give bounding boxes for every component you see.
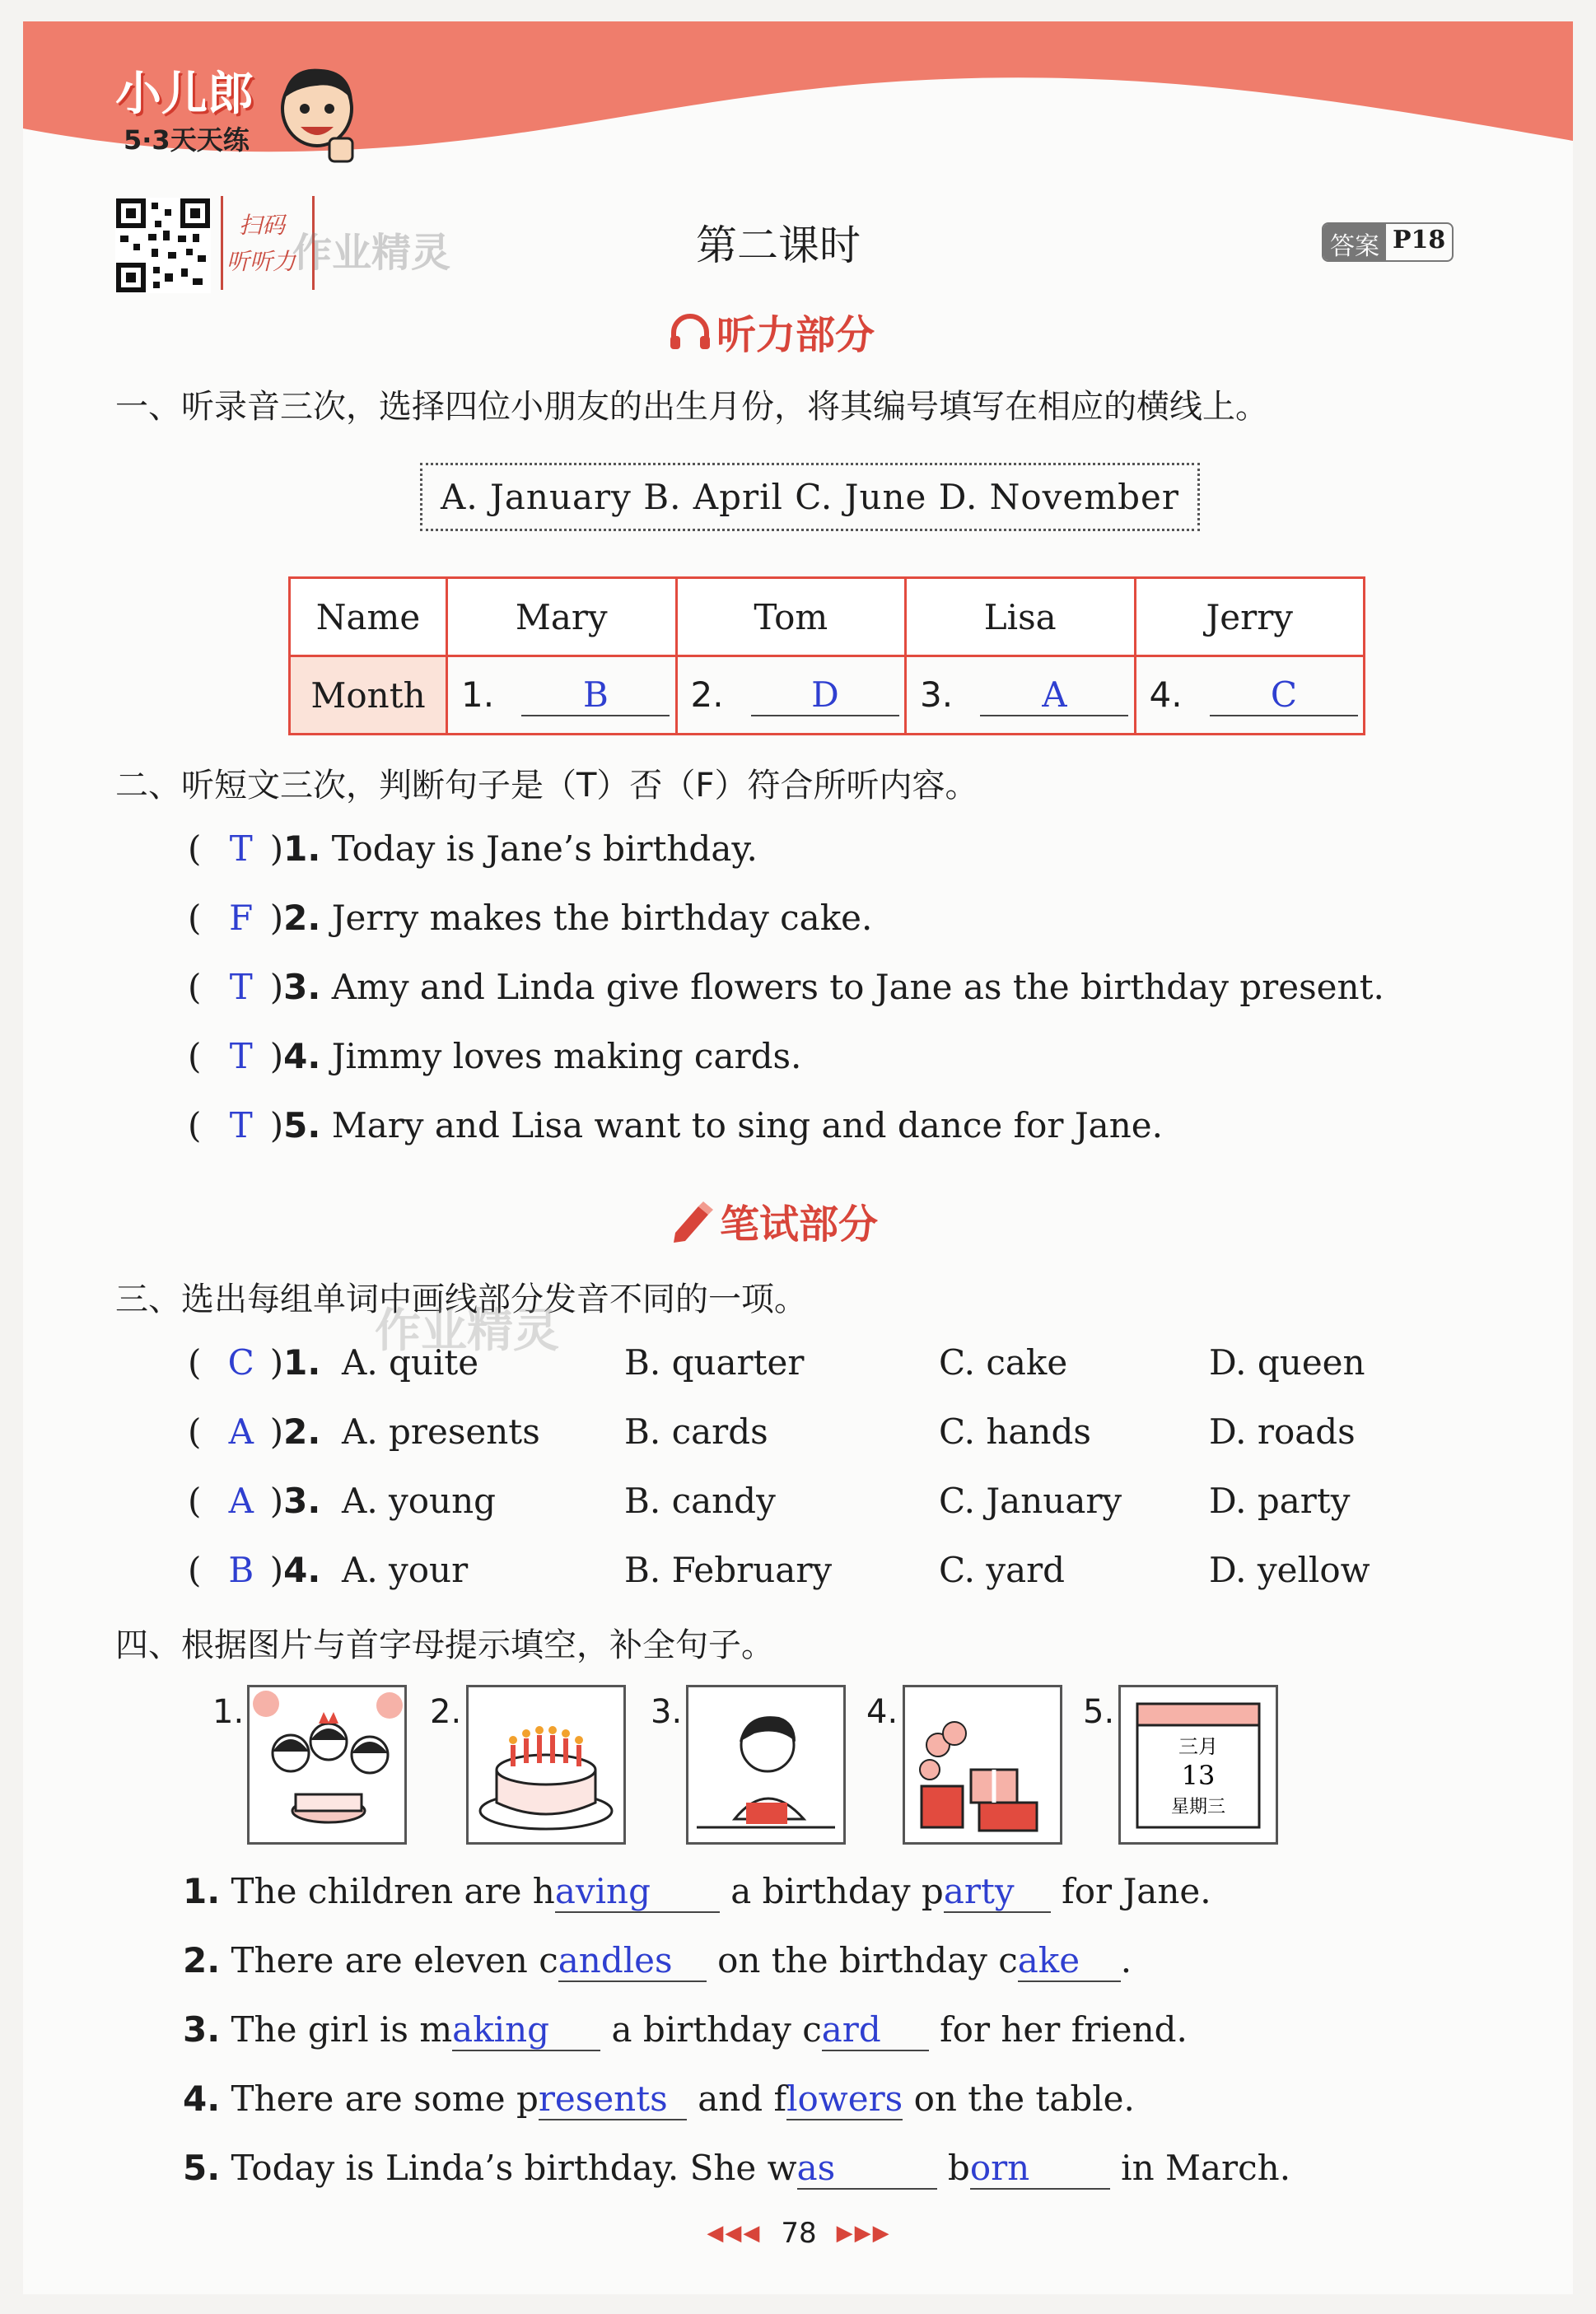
qr-scan-label: 扫码: [239, 212, 286, 239]
headphones-icon: [669, 313, 712, 351]
sentence-part: The children are h: [231, 1871, 555, 1911]
month-answer[interactable]: B: [521, 674, 670, 716]
sentence-part: for Jane.: [1050, 1871, 1211, 1911]
tf-text: Today is Jane’s birthday.: [331, 828, 758, 869]
watermark-top: 作业精灵: [292, 230, 451, 276]
pencil-icon: [669, 1200, 715, 1243]
answer-ref-badge: [1322, 222, 1454, 262]
sentence-num: 4.: [183, 2078, 221, 2119]
picture-num: 1.: [212, 1693, 245, 1731]
phonics-answer[interactable]: A: [228, 1411, 254, 1452]
tf-num: 1.: [283, 828, 321, 869]
name-cell: Mary: [447, 578, 677, 656]
tf-item: ( T )3. Amy and Linda give flowers to Jane as the birthday present.: [188, 967, 1384, 1007]
mascot-icon: [272, 58, 362, 165]
tf-item: ( T )5. Mary and Lisa want to sing and dance for Jane.: [188, 1105, 1163, 1145]
month-cell[interactable]: [906, 656, 1136, 735]
sentence-part: a birthday c: [600, 2009, 822, 2050]
fill-answer[interactable]: andles: [558, 1940, 707, 1982]
tf-text: Mary and Lisa want to sing and dance for Jane.: [331, 1105, 1163, 1145]
phonics-item: ( A )2. A. presents B. cards C. hands D. roads: [188, 1411, 1356, 1452]
calendar-day: 13: [1181, 1760, 1216, 1791]
name-cell: Lisa: [906, 578, 1136, 656]
tf-answer[interactable]: T: [229, 828, 253, 869]
phonics-num: 1.: [283, 1342, 321, 1383]
tf-num: 5.: [283, 1105, 321, 1145]
picture-num: 5.: [1083, 1693, 1115, 1731]
birth-month-table: [288, 576, 1365, 735]
written-heading: [669, 1192, 878, 1249]
month-num: 4.: [1149, 674, 1183, 715]
sentence-part: on the table.: [903, 2078, 1135, 2119]
month-cell[interactable]: [676, 656, 906, 735]
section1-title: 一、听录音三次，选择四位小朋友的出生月份，将其编号填写在相应的横线上。: [115, 388, 1268, 426]
sentence-part: There are eleven c: [231, 1940, 558, 1980]
fill-answer[interactable]: ard: [822, 2009, 929, 2051]
tf-text: Jerry makes the birthday cake.: [331, 898, 873, 938]
sentence-num: 1.: [183, 1871, 221, 1911]
next-arrows-icon: ▶▶▶: [836, 2221, 891, 2246]
option-b: B. cards: [624, 1411, 768, 1452]
picture-num: 4.: [866, 1693, 898, 1731]
month-answer[interactable]: D: [751, 674, 899, 716]
tf-num: 2.: [283, 898, 321, 938]
lesson-title: 第二课时: [696, 222, 861, 269]
tf-num: 3.: [283, 967, 321, 1007]
calendar-month: 三月: [1178, 1735, 1218, 1758]
option-a: A. your: [342, 1550, 469, 1590]
option-b: B. February: [624, 1550, 833, 1590]
picture-num: 3.: [651, 1693, 683, 1731]
table-row: [290, 578, 1365, 656]
tf-num: 4.: [283, 1036, 321, 1076]
fill-sentence: [183, 1940, 1132, 1982]
fill-sentence: [183, 2078, 1135, 2120]
option-c: C. cake: [939, 1342, 1068, 1383]
header-banner: [23, 21, 1573, 178]
written-heading-text: 笔试部分: [720, 1201, 879, 1248]
month-num: 2.: [690, 674, 724, 715]
answer-ref-label: 答案: [1323, 224, 1386, 260]
page-number: 78: [781, 2217, 817, 2250]
calendar-weekday: 星期三: [1170, 1797, 1226, 1817]
section1-options: A. January B. April C. June D. November: [420, 463, 1200, 531]
sentence-part: and f: [686, 2078, 787, 2119]
sentence-part: on the birthday c: [706, 1940, 1018, 1980]
month-cell[interactable]: [447, 656, 677, 735]
fill-sentence: [183, 2009, 1188, 2051]
fill-sentence: [183, 2148, 1290, 2190]
month-num: 1.: [461, 674, 495, 715]
phonics-item: ( A )3. A. young B. candy C. January D. party: [188, 1481, 1351, 1521]
sentence-part: Today is Linda’s birthday. She w: [231, 2148, 797, 2188]
qr-code-icon[interactable]: [115, 198, 211, 293]
phonics-num: 3.: [283, 1481, 321, 1521]
phonics-answer[interactable]: A: [228, 1481, 254, 1521]
phonics-num: 2.: [283, 1411, 321, 1452]
month-cell[interactable]: [1135, 656, 1365, 735]
tf-answer[interactable]: T: [229, 1036, 253, 1076]
answer-ref-page: P18: [1393, 226, 1446, 254]
fill-answer[interactable]: arty: [944, 1871, 1051, 1913]
name-cell: Tom: [676, 578, 906, 656]
phonics-answer[interactable]: C: [227, 1342, 254, 1383]
tf-item: ( F )2. Jerry makes the birthday cake.: [188, 898, 873, 938]
fill-sentence: [183, 1871, 1211, 1913]
month-answer[interactable]: C: [1210, 674, 1358, 716]
fill-answer[interactable]: as: [797, 2148, 937, 2190]
tf-item: ( T )1. Today is Jane’s birthday.: [188, 828, 758, 869]
section2-title: 二、听短文三次，判断句子是（T）否（F）符合所听内容。: [115, 767, 978, 805]
fill-answer[interactable]: resents: [539, 2078, 687, 2120]
sentence-part: for her friend.: [928, 2009, 1188, 2050]
table-row: [290, 656, 1365, 735]
sentence-part: a birthday p: [719, 1871, 944, 1911]
sentence-part: in March.: [1109, 2148, 1291, 2188]
phonics-num: 4.: [283, 1550, 321, 1590]
sentence-part: There are some p: [231, 2078, 539, 2119]
option-d: D. yellow: [1209, 1550, 1370, 1590]
tf-item: ( T )4. Jimmy loves making cards.: [188, 1036, 802, 1076]
watermark-mid: 作业精灵: [375, 1304, 559, 1358]
option-c: C. hands: [939, 1411, 1091, 1452]
sentence-num: 3.: [183, 2009, 221, 2050]
sentence-part: The girl is m: [231, 2009, 453, 2050]
option-a: A. quite: [342, 1342, 479, 1383]
party-picture: [247, 1685, 407, 1845]
phonics-item: ( C )1. A. quite B. quarter C. cake D. queen: [188, 1342, 1365, 1383]
option-c: C. January: [939, 1481, 1122, 1521]
phonics-answer[interactable]: B: [228, 1550, 254, 1590]
brand-series: 5·3天天练: [124, 124, 250, 156]
qr-listen-label: 听听力: [226, 248, 296, 275]
sentence-part: .: [1120, 1940, 1132, 1980]
page-footer: [651, 2217, 947, 2250]
presents-picture: [903, 1685, 1062, 1845]
cake-picture: [466, 1685, 626, 1845]
section3-title: 三、选出每组单词中画线部分发音不同的一项。: [115, 1281, 807, 1318]
listening-heading-text: 听力部分: [716, 312, 875, 358]
fill-answer[interactable]: lowers: [786, 2078, 903, 2119]
name-header: Name: [290, 578, 447, 656]
option-a: A. presents: [342, 1411, 540, 1452]
fill-answer[interactable]: ake: [1018, 1940, 1121, 1982]
option-d: D. queen: [1209, 1342, 1365, 1383]
girl-card-picture: [686, 1685, 846, 1845]
prev-arrows-icon: ◀◀◀: [707, 2221, 762, 2246]
calendar-picture: [1118, 1685, 1278, 1845]
phonics-item: ( B )4. A. your B. February C. yard D. yellow: [188, 1550, 1370, 1590]
tf-answer[interactable]: T: [229, 967, 253, 1007]
month-answer[interactable]: A: [980, 674, 1128, 716]
option-b: B. candy: [624, 1481, 776, 1521]
tf-text: Amy and Linda give flowers to Jane as the birthday present.: [331, 967, 1384, 1007]
option-a: A. young: [342, 1481, 497, 1521]
tf-answer[interactable]: T: [229, 1105, 253, 1145]
tf-text: Jimmy loves making cards.: [331, 1036, 802, 1076]
fill-answer[interactable]: aking: [452, 2009, 600, 2051]
sentence-part: b: [936, 2148, 970, 2188]
sentence-num: 2.: [183, 1940, 221, 1980]
month-num: 3.: [920, 674, 954, 715]
picture-num: 2.: [430, 1693, 462, 1731]
tf-answer[interactable]: F: [229, 898, 254, 938]
month-header: Month: [290, 656, 447, 735]
section4-title: 四、根据图片与首字母提示填空，补全句子。: [115, 1626, 774, 1664]
option-d: D. roads: [1209, 1411, 1356, 1452]
name-cell: Jerry: [1135, 578, 1365, 656]
fill-answer[interactable]: orn: [970, 2148, 1110, 2190]
option-c: C. yard: [939, 1550, 1066, 1590]
option-b: B. quarter: [624, 1342, 805, 1383]
option-d: D. party: [1209, 1481, 1351, 1521]
listening-heading: [669, 303, 875, 360]
sentence-num: 5.: [183, 2148, 221, 2188]
brand-logo: 小儿郎: [115, 68, 254, 121]
fill-answer[interactable]: aving: [555, 1871, 720, 1913]
